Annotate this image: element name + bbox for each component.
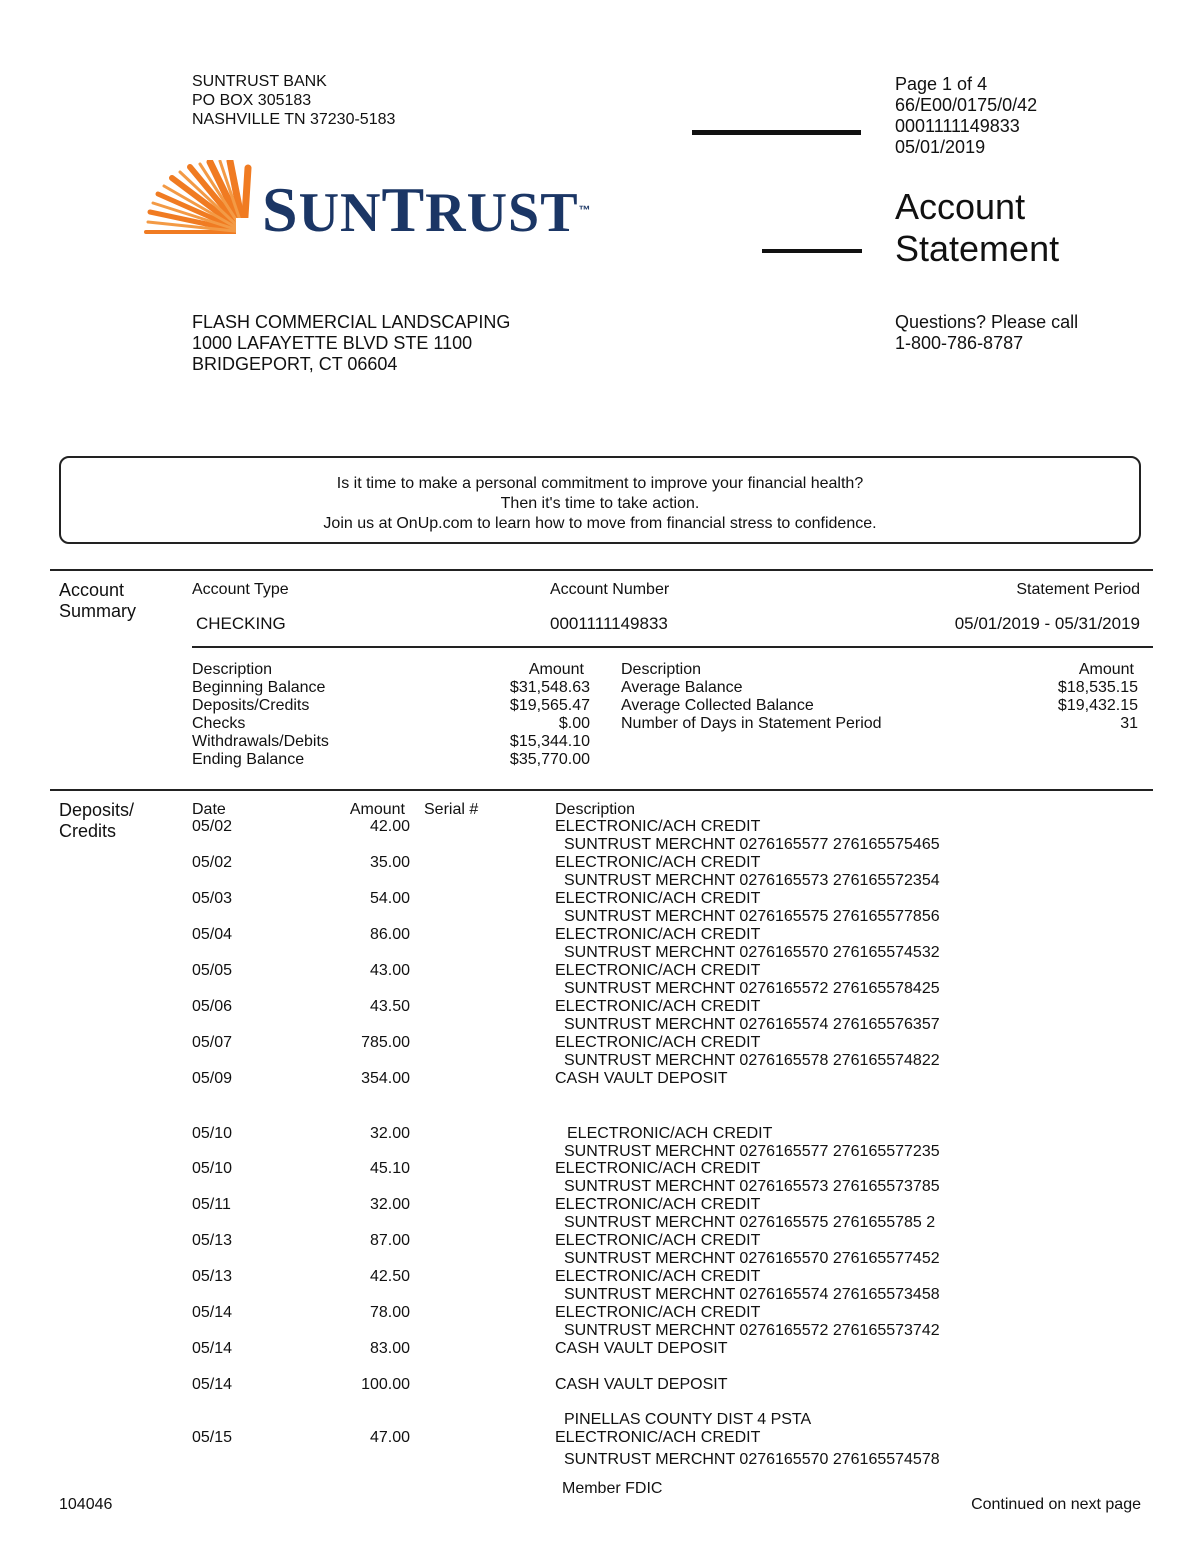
row-date: 05/04 [192,926,233,943]
summary-amount: $.00 [558,715,590,732]
summary-label: Withdrawals/Debits [192,733,329,750]
row-description: ELECTRONIC/ACH CREDIT [555,1268,761,1285]
summary-amount: 31 [1120,715,1138,732]
row-date: 05/02 [192,818,233,835]
bank-city: NASHVILLE TN 37230-5183 [192,111,396,128]
summary-label: Beginning Balance [192,679,326,696]
row-date: 05/14 [192,1340,233,1357]
row-description: ELECTRONIC/ACH CREDIT [555,890,761,907]
row-description: ELECTRONIC/ACH CREDIT [555,998,761,1015]
contact-phone: 1-800-786-8787 [895,333,1024,353]
suntrust-logo [140,160,592,250]
col-description: Description [555,801,636,818]
header-rule-top [692,130,861,135]
summary-amount: $31,548.63 [509,679,590,696]
col-amount: Amount [349,801,405,818]
row-date: 05/13 [192,1232,233,1249]
row-description: ELECTRONIC/ACH CREDIT [555,818,761,835]
row-amount: 43.00 [369,962,410,979]
row-amount: 45.10 [369,1160,410,1177]
header-account-number: 0001111149833 [895,116,1020,136]
row-description: ELECTRONIC/ACH CREDIT [555,1196,761,1213]
row-amount: 354.00 [361,1070,410,1087]
row-description-detail: SUNTRUST MERCHNT 0276165573 276165572354 [564,872,940,889]
statement-title-line2: Statement [895,228,1060,269]
summary-label: Average Collected Balance [621,697,814,714]
row-description-detail: SUNTRUST MERCHNT 0276165570 276165574532 [564,944,940,961]
col-date: Date [192,801,226,818]
account-type-label: Account Type [192,581,289,598]
bank-name: SUNTRUST BANK [192,73,327,90]
summary-label: Number of Days in Statement Period [621,715,882,732]
row-description-detail: SUNTRUST MERCHNT 0276165577 276165577235 [564,1143,940,1160]
promo-box [59,456,1141,544]
promo-line2: Then it's time to take action. [500,495,700,512]
statement-period: 05/01/2019 - 05/31/2019 [954,614,1140,633]
promo-line3: Join us at OnUp.com to learn how to move from financial stress to confidence. [323,515,877,532]
row-date: 05/09 [192,1070,233,1087]
deposits-top-rule [50,789,1153,791]
summary-amount: $15,344.10 [509,733,590,750]
row-description: ELECTRONIC/ACH CREDIT [555,1429,761,1446]
row-description-detail: SUNTRUST MERCHNT 0276165570 276165574578 [564,1451,940,1468]
row-amount: 78.00 [369,1304,410,1321]
statement-period-label: Statement Period [1016,581,1140,598]
header-rule-bottom [762,249,862,253]
row-amount: 42.00 [369,818,410,835]
statement-date: 05/01/2019 [895,137,986,157]
row-description-detail: SUNTRUST MERCHNT 0276165575 2761655785 2 [564,1214,936,1231]
row-description: ELECTRONIC/ACH CREDIT [555,854,761,871]
bank-address [192,72,395,129]
row-description: ELECTRONIC/ACH CREDIT [555,1304,761,1321]
row-amount: 785.00 [361,1034,410,1051]
row-description-prefix: PINELLAS COUNTY DIST 4 PSTA [564,1411,812,1428]
deposits-section-label: Deposits/ Credits [59,800,135,841]
row-description-detail: SUNTRUST MERCHNT 0276165574 276165576357 [564,1016,940,1033]
member-fdic: Member FDIC [562,1480,663,1497]
row-description: ELECTRONIC/ACH CREDIT [555,1160,761,1177]
row-date: 05/10 [192,1125,233,1142]
account-type: CHECKING [196,614,286,633]
row-date: 05/02 [192,854,233,871]
row-description: ELECTRONIC/ACH CREDIT [555,962,761,979]
row-date: 05/07 [192,1034,233,1051]
bank-po-box: PO BOX 305183 [192,92,312,109]
account-number: 0001111149833 [550,614,668,633]
summary-right-labels: Description Average Balance Average Collected Balance Number of Days in Statement Period [621,661,882,732]
summary-right-amounts: Amount $18,535.15 $19,432.15 31 [980,661,1138,733]
summary-mid-rule [192,646,1153,648]
logo-wordmark: SUNTRUST™ [262,174,592,245]
statement-code: 66/E00/0175/0/42 [895,95,1038,115]
summary-amount: $19,565.47 [509,697,590,714]
footer-code: 104046 [59,1496,113,1513]
row-description: ELECTRONIC/ACH CREDIT [567,1125,773,1142]
row-date: 05/14 [192,1304,233,1321]
row-amount: 43.50 [369,998,410,1015]
summary-section-label: Account Summary [59,580,137,621]
row-amount: 35.00 [369,854,410,871]
contact-info [895,312,1078,354]
summary-label: Deposits/Credits [192,697,310,714]
customer-street: 1000 LAFAYETTE BLVD STE 1100 [192,333,473,353]
continued-note: Continued on next page [971,1496,1141,1513]
summary-label: Checks [192,715,246,732]
statement-title [895,186,1059,270]
summary-left-labels: Description Beginning Balance Deposits/Credits Checks Withdrawals/Debits Ending Balance [192,661,329,768]
summary-amount: $18,535.15 [1057,679,1138,696]
customer-city: BRIDGEPORT, CT 06604 [192,354,398,374]
statement-header-info [895,74,1037,158]
row-date: 05/06 [192,998,233,1015]
row-date: 05/10 [192,1160,233,1177]
row-description-detail: SUNTRUST MERCHNT 0276165578 276165574822 [564,1052,940,1069]
row-date: 05/14 [192,1376,233,1393]
promo-line1: Is it time to make a personal commitment to improve your financial health? [336,475,864,492]
row-description: ELECTRONIC/ACH CREDIT [555,926,761,943]
summary-amount: $35,770.00 [509,751,590,768]
account-number-label: Account Number [550,581,670,598]
row-amount: 86.00 [369,926,410,943]
row-date: 05/13 [192,1268,233,1285]
row-amount: 42.50 [369,1268,410,1285]
sunburst-icon [140,160,255,245]
row-description: CASH VAULT DEPOSIT [555,1340,728,1357]
row-date: 05/11 [192,1196,231,1213]
row-date: 05/05 [192,962,233,979]
row-description-detail: SUNTRUST MERCHNT 0276165570 276165577452 [564,1250,940,1267]
row-description-detail: SUNTRUST MERCHNT 0276165573 276165573785 [564,1178,940,1195]
row-date: 05/03 [192,890,233,907]
row-amount: 32.00 [369,1125,410,1142]
col-serial: Serial # [424,801,479,818]
row-amount: 100.00 [361,1376,410,1393]
row-amount: 87.00 [369,1232,410,1249]
row-description-detail: SUNTRUST MERCHNT 0276165577 276165575465 [564,836,940,853]
row-description: CASH VAULT DEPOSIT [555,1070,728,1087]
contact-text: Questions? Please call [895,312,1079,332]
summary-label: Ending Balance [192,751,305,768]
row-amount: 54.00 [369,890,410,907]
customer-name: FLASH COMMERCIAL LANDSCAPING [192,312,511,332]
summary-label: Average Balance [621,679,743,696]
row-amount: 83.00 [369,1340,410,1357]
row-description-detail: SUNTRUST MERCHNT 0276165575 276165577856 [564,908,940,925]
summary-left-amounts: Amount $31,548.63 $19,565.47 $.00 $15,344.10 $35,770.00 [440,661,590,769]
page-number: Page 1 of 4 [895,74,988,94]
row-description: ELECTRONIC/ACH CREDIT [555,1034,761,1051]
row-date: 05/15 [192,1429,233,1446]
customer-address [192,312,510,375]
row-description: CASH VAULT DEPOSIT [555,1376,728,1393]
row-description-detail: SUNTRUST MERCHNT 0276165572 276165578425 [564,980,940,997]
row-amount: 32.00 [369,1196,410,1213]
summary-amount: $19,432.15 [1057,697,1138,714]
row-description-detail: SUNTRUST MERCHNT 0276165574 276165573458 [564,1286,940,1303]
statement-title-line1: Account [895,186,1026,227]
row-description: ELECTRONIC/ACH CREDIT [555,1232,761,1249]
summary-top-rule [50,569,1153,571]
row-amount: 47.00 [369,1429,410,1446]
row-description-detail: SUNTRUST MERCHNT 0276165572 276165573742 [564,1322,940,1339]
